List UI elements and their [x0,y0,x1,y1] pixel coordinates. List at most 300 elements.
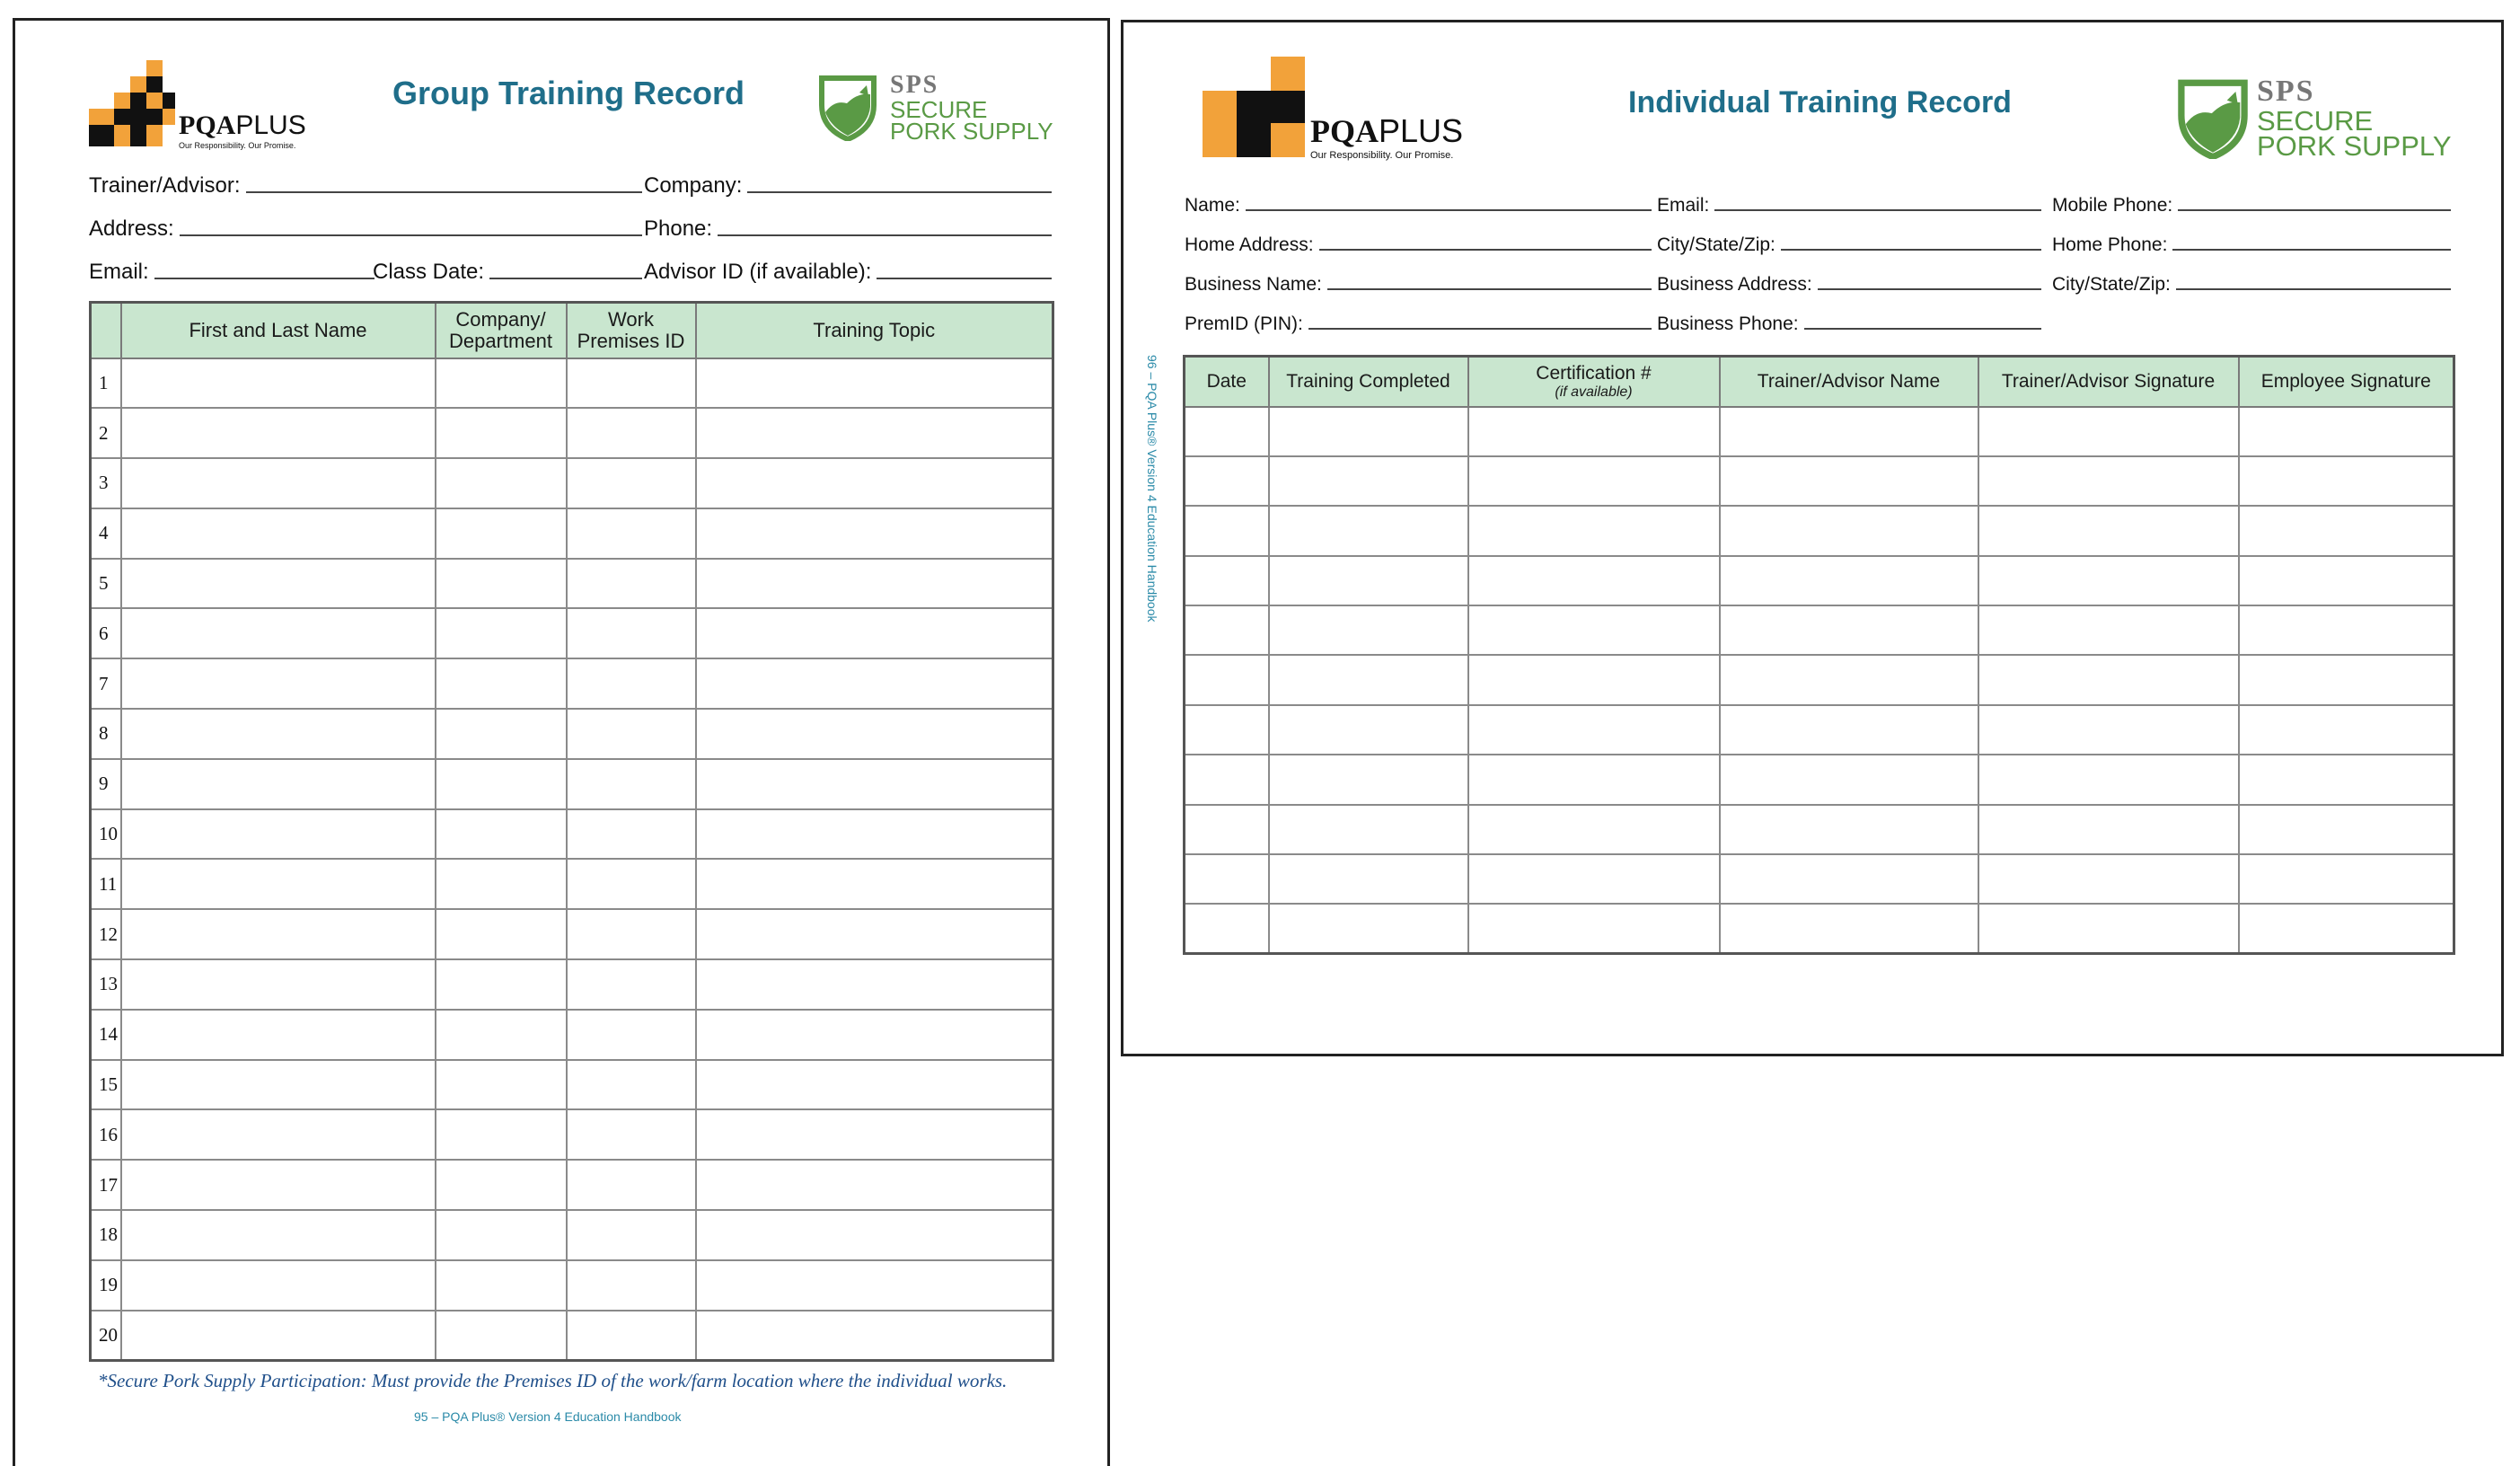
pqa-plus: PLUS [235,110,306,140]
name-cell[interactable] [121,909,436,959]
table-row [91,859,1053,909]
trainer-field[interactable] [89,172,642,199]
date-cell[interactable] [1185,854,1269,904]
group-table-body [91,358,1053,1361]
table-row [1185,904,2454,953]
table-row [91,1260,1053,1311]
training-cell[interactable] [1269,556,1468,605]
name-cell[interactable] [121,959,436,1010]
business-address-field[interactable] [1657,269,2041,296]
phone-line[interactable] [718,234,1052,236]
table-row [1185,854,2454,904]
email-field[interactable] [89,258,374,285]
topic-cell[interactable] [696,1010,1053,1060]
business-name-label: Business Name: [1185,274,1322,295]
cert-cell[interactable] [1468,854,1720,904]
city-state-zip-label-2: City/State/Zip: [2052,274,2171,295]
premises-cell[interactable] [567,658,696,709]
header-company-line1: Company/ [455,307,546,331]
premises-cell[interactable] [567,1109,696,1160]
business-phone-field[interactable] [1657,308,2041,335]
sps-line1-2: SECURE [2257,105,2374,137]
name-cell[interactable] [121,1260,436,1311]
cert-cell[interactable] [1468,506,1720,555]
topic-cell[interactable] [696,1311,1053,1361]
sps-line2: PORK SUPPLY [890,118,1053,145]
table-row [1185,655,2454,704]
pqa-name-2: PQA [1310,113,1379,149]
trainer-sig-cell[interactable] [1978,407,2239,456]
phone-label: Phone: [644,216,713,241]
date-cell[interactable] [1185,904,1269,953]
table-row [91,1311,1053,1361]
employee-sig-cell[interactable] [2239,854,2454,904]
premises-cell[interactable] [567,408,696,458]
name-cell[interactable] [121,709,436,759]
training-cell[interactable] [1269,605,1468,655]
row-number: 17 [91,1160,121,1210]
company-cell[interactable] [436,1010,567,1060]
training-cell[interactable] [1269,456,1468,506]
company-cell[interactable] [436,358,567,409]
table-row [1185,506,2454,555]
mobile-phone-line[interactable] [2178,209,2451,211]
name-cell[interactable] [121,458,436,508]
table-row [1185,605,2454,655]
company-cell[interactable] [436,508,567,559]
header-training: Training Completed [1269,357,1468,407]
row-number: 2 [91,408,121,458]
topic-cell[interactable] [696,559,1053,609]
date-cell[interactable] [1185,605,1269,655]
company-label: Company: [644,173,743,198]
name-cell[interactable] [121,408,436,458]
date-cell[interactable] [1185,506,1269,555]
topic-cell[interactable] [696,408,1053,458]
pqa-wordmark-2 [1310,112,1463,150]
table-row [91,508,1053,559]
advisor-id-line[interactable] [877,278,1052,279]
header-trainer-name: Trainer/Advisor Name [1720,357,1978,407]
topic-cell[interactable] [696,909,1053,959]
topic-cell[interactable] [696,508,1053,559]
indiv-email-field[interactable] [1657,190,2041,216]
employee-sig-cell[interactable] [2239,556,2454,605]
trainer-name-cell[interactable] [1720,904,1978,953]
employee-sig-cell[interactable] [2239,655,2454,704]
trainer-sig-cell[interactable] [1978,605,2239,655]
header-cert-main: Certification # [1536,363,1652,384]
address-line[interactable] [180,234,642,236]
cert-cell[interactable] [1468,805,1720,854]
table-row [91,458,1053,508]
group-training-table [89,301,1054,1362]
table-row [1185,407,2454,456]
class-date-field[interactable] [373,258,642,285]
table-row [1185,805,2454,854]
trainer-name-cell[interactable] [1720,705,1978,755]
row-number: 10 [91,809,121,860]
row-number: 6 [91,608,121,658]
sps-shield-icon [2174,76,2251,159]
row-number: 14 [91,1010,121,1060]
row-number: 16 [91,1109,121,1160]
row-number: 4 [91,508,121,559]
employee-sig-cell[interactable] [2239,705,2454,755]
company-cell[interactable] [436,859,567,909]
table-row [91,1109,1053,1160]
indiv-header-row [1185,357,2454,407]
name-label: Name: [1185,195,1240,216]
cert-cell[interactable] [1468,655,1720,704]
table-row [91,809,1053,860]
sps-line1: SECURE [890,96,988,123]
trainer-sig-cell[interactable] [1978,854,2239,904]
pqa-tagline: Our Responsibility. Our Promise. [179,141,296,150]
advisor-id-field[interactable] [644,258,1052,285]
sps-line2-2: PORK SUPPLY [2257,130,2452,162]
company-cell[interactable] [436,1210,567,1260]
table-row [91,959,1053,1010]
name-cell[interactable] [121,1060,436,1110]
row-number: 11 [91,859,121,909]
table-row [91,608,1053,658]
mobile-phone-field[interactable] [2052,190,2451,216]
home-address-label: Home Address: [1185,234,1314,255]
city-state-zip-line[interactable] [1781,249,2041,251]
header-cert-sub: (if available) [1555,384,1633,400]
pqa-blocks-icon [89,60,175,146]
name-cell[interactable] [121,658,436,709]
premid-line[interactable] [1308,328,1652,330]
date-cell[interactable] [1185,805,1269,854]
premises-cell[interactable] [567,1160,696,1210]
cert-cell[interactable] [1468,456,1720,506]
home-phone-field[interactable] [2052,229,2451,256]
training-cell[interactable] [1269,407,1468,456]
date-cell[interactable] [1185,755,1269,804]
trainer-sig-cell[interactable] [1978,556,2239,605]
topic-cell[interactable] [696,458,1053,508]
individual-training-table [1183,355,2455,955]
sps-logo-2 [2174,76,2462,193]
row-number: 20 [91,1311,121,1361]
premises-cell[interactable] [567,559,696,609]
cert-cell[interactable] [1468,605,1720,655]
trainer-sig-cell[interactable] [1978,755,2239,804]
employee-sig-cell[interactable] [2239,456,2454,506]
table-header-row [91,303,1053,358]
name-cell[interactable] [121,608,436,658]
name-line[interactable] [1246,209,1652,211]
pqa-tagline-2: Our Responsibility. Our Promise. [1310,150,1454,161]
employee-sig-cell[interactable] [2239,407,2454,456]
topic-cell[interactable] [696,1160,1053,1210]
name-cell[interactable] [121,1010,436,1060]
header-date: Date [1185,357,1269,407]
premises-cell[interactable] [567,608,696,658]
topic-cell[interactable] [696,709,1053,759]
pqa-plus-logo-2 [1203,57,1472,182]
phone-field[interactable] [644,215,1052,242]
trainer-name-cell[interactable] [1720,655,1978,704]
company-cell[interactable] [436,458,567,508]
premises-cell[interactable] [567,508,696,559]
company-cell[interactable] [436,1160,567,1210]
page-footer-95: 95 – PQA Plus® Version 4 Education Handbook [414,1409,682,1424]
email-line[interactable] [154,278,374,279]
address-field[interactable] [89,215,642,242]
premises-cell[interactable] [567,959,696,1010]
company-cell[interactable] [436,1109,567,1160]
table-row [91,909,1053,959]
advisor-id-label: Advisor ID (if available): [644,260,872,284]
indiv-email-line[interactable] [1714,209,2041,211]
company-cell[interactable] [436,1260,567,1311]
date-cell[interactable] [1185,655,1269,704]
employee-sig-cell[interactable] [2239,755,2454,804]
employee-sig-cell[interactable] [2239,506,2454,555]
email-label: Email: [89,260,149,284]
training-cell[interactable] [1269,755,1468,804]
table-row [91,358,1053,409]
city-state-zip-label: City/State/Zip: [1657,234,1775,255]
pqa-plus-2: PLUS [1379,112,1464,149]
indiv-table-body [1185,407,2454,954]
row-number: 12 [91,909,121,959]
company-line[interactable] [747,191,1052,193]
table-row [1185,705,2454,755]
row-number: 3 [91,458,121,508]
row-number: 19 [91,1260,121,1311]
row-number: 1 [91,358,121,409]
trainer-sig-cell[interactable] [1978,456,2239,506]
header-work-premises [567,303,696,358]
row-number: 9 [91,759,121,809]
topic-cell[interactable] [696,759,1053,809]
sps-abbr-2: SPS [2257,75,2315,108]
name-cell[interactable] [121,859,436,909]
topic-cell[interactable] [696,1060,1053,1110]
topic-cell[interactable] [696,809,1053,860]
class-date-label: Class Date: [373,260,485,284]
city-state-zip-line-2[interactable] [2176,288,2451,290]
header-topic: Training Topic [696,303,1053,358]
trainer-sig-cell[interactable] [1978,805,2239,854]
pqa-blocks-icon [1203,57,1305,157]
company-cell[interactable] [436,809,567,860]
company-cell[interactable] [436,559,567,609]
name-field[interactable] [1185,190,1652,216]
name-cell[interactable] [121,1160,436,1210]
training-cell[interactable] [1269,655,1468,704]
training-cell[interactable] [1269,805,1468,854]
company-cell[interactable] [436,759,567,809]
cert-cell[interactable] [1468,407,1720,456]
business-address-line[interactable] [1818,288,2041,290]
table-row [91,709,1053,759]
row-number: 18 [91,1210,121,1260]
premises-cell[interactable] [567,909,696,959]
table-row [91,1010,1053,1060]
name-cell[interactable] [121,508,436,559]
name-cell[interactable] [121,358,436,409]
header-trainer-sig: Trainer/Advisor Signature [1978,357,2239,407]
training-cell[interactable] [1269,854,1468,904]
table-row [91,658,1053,709]
business-address-label: Business Address: [1657,274,1812,295]
table-row [91,559,1053,609]
pqa-name: PQA [179,110,236,140]
date-cell[interactable] [1185,456,1269,506]
premises-cell[interactable] [567,1260,696,1311]
trainer-sig-cell[interactable] [1978,705,2239,755]
name-cell[interactable] [121,809,436,860]
city-state-zip-field-2[interactable] [2052,269,2451,296]
company-cell[interactable] [436,959,567,1010]
premises-cell[interactable] [567,358,696,409]
mobile-phone-label: Mobile Phone: [2052,195,2173,216]
date-cell[interactable] [1185,407,1269,456]
premises-cell[interactable] [567,458,696,508]
pqa-plus-logo [89,60,322,159]
name-cell[interactable] [121,759,436,809]
company-cell[interactable] [436,709,567,759]
home-phone-line[interactable] [2172,249,2451,251]
table-row [1185,755,2454,804]
premises-cell[interactable] [567,759,696,809]
sps-logo [816,71,1053,163]
company-cell[interactable] [436,658,567,709]
trainer-name-cell[interactable] [1720,605,1978,655]
header-name: First and Last Name [121,303,436,358]
cert-cell[interactable] [1468,755,1720,804]
name-cell[interactable] [121,1109,436,1160]
city-state-zip-field[interactable] [1657,229,2041,256]
training-cell[interactable] [1269,705,1468,755]
home-address-line[interactable] [1319,249,1652,251]
trainer-name-cell[interactable] [1720,556,1978,605]
row-number: 7 [91,658,121,709]
table-row [91,1060,1053,1110]
premises-cell[interactable] [567,1210,696,1260]
table-row [91,408,1053,458]
header-work-line2: Premises ID [577,329,685,352]
business-phone-label: Business Phone: [1657,314,1799,334]
company-cell[interactable] [436,608,567,658]
individual-training-record-page [1121,20,2504,1056]
topic-cell[interactable] [696,658,1053,709]
name-cell[interactable] [121,559,436,609]
premises-cell[interactable] [567,1010,696,1060]
date-cell[interactable] [1185,705,1269,755]
company-cell[interactable] [436,1060,567,1110]
row-number: 8 [91,709,121,759]
sps-abbr: SPS [890,71,939,99]
topic-cell[interactable] [696,1210,1053,1260]
trainer-name-cell[interactable] [1720,854,1978,904]
topic-cell[interactable] [696,608,1053,658]
row-number: 5 [91,559,121,609]
company-field[interactable] [644,172,1052,199]
group-form-title: Group Training Record [392,75,745,111]
employee-sig-cell[interactable] [2239,605,2454,655]
individual-form-title: Individual Training Record [1628,85,2012,119]
topic-cell[interactable] [696,358,1053,409]
business-name-field[interactable] [1185,269,1652,296]
topic-cell[interactable] [696,1260,1053,1311]
employee-sig-cell[interactable] [2239,904,2454,953]
indiv-email-label: Email: [1657,195,1710,216]
row-number: 13 [91,959,121,1010]
class-date-line[interactable] [489,278,642,279]
training-cell[interactable] [1269,506,1468,555]
header-work-line1: Work [608,307,654,331]
trainer-sig-cell[interactable] [1978,904,2239,953]
company-cell[interactable] [436,909,567,959]
spsfootnote: *Secure Pork Supply Participation: Must provide the Premises ID of the work/farm location where the individual works. [98,1370,1008,1391]
trainer-label: Trainer/Advisor: [89,173,241,198]
page-footer-96: 96 – PQA Plus® Version 4 Education Handbook [1145,355,1159,623]
trainer-line[interactable] [246,191,643,193]
business-name-line[interactable] [1327,288,1652,290]
table-row [1185,456,2454,506]
cert-cell[interactable] [1468,705,1720,755]
home-phone-label: Home Phone: [2052,234,2168,255]
trainer-name-cell[interactable] [1720,456,1978,506]
training-cell[interactable] [1269,904,1468,953]
premises-cell[interactable] [567,809,696,860]
trainer-sig-cell[interactable] [1978,655,2239,704]
sps-shield-icon [816,73,879,141]
date-cell[interactable] [1185,556,1269,605]
trainer-sig-cell[interactable] [1978,506,2239,555]
topic-cell[interactable] [696,959,1053,1010]
trainer-name-cell[interactable] [1720,805,1978,854]
header-rownum [91,303,121,358]
trainer-name-cell[interactable] [1720,506,1978,555]
cert-cell[interactable] [1468,556,1720,605]
table-row [1185,556,2454,605]
table-row [91,1210,1053,1260]
table-row [91,1160,1053,1210]
company-cell[interactable] [436,1311,567,1361]
employee-sig-cell[interactable] [2239,805,2454,854]
premid-field[interactable] [1185,308,1652,335]
group-training-record-page [13,18,1110,1466]
trainer-name-cell[interactable] [1720,755,1978,804]
header-employee-sig: Employee Signature [2239,357,2454,407]
premises-cell[interactable] [567,1060,696,1110]
premises-cell[interactable] [567,1311,696,1361]
header-company [436,303,567,358]
row-number: 15 [91,1060,121,1110]
header-cert [1468,357,1720,407]
name-cell[interactable] [121,1210,436,1260]
premises-cell[interactable] [567,709,696,759]
business-phone-line[interactable] [1804,328,2041,330]
name-cell[interactable] [121,1311,436,1361]
cert-cell[interactable] [1468,904,1720,953]
header-company-line2: Department [449,329,552,352]
topic-cell[interactable] [696,859,1053,909]
topic-cell[interactable] [696,1109,1053,1160]
premises-cell[interactable] [567,859,696,909]
home-address-field[interactable] [1185,229,1652,256]
trainer-name-cell[interactable] [1720,407,1978,456]
company-cell[interactable] [436,408,567,458]
premid-label: PremID (PIN): [1185,314,1303,334]
